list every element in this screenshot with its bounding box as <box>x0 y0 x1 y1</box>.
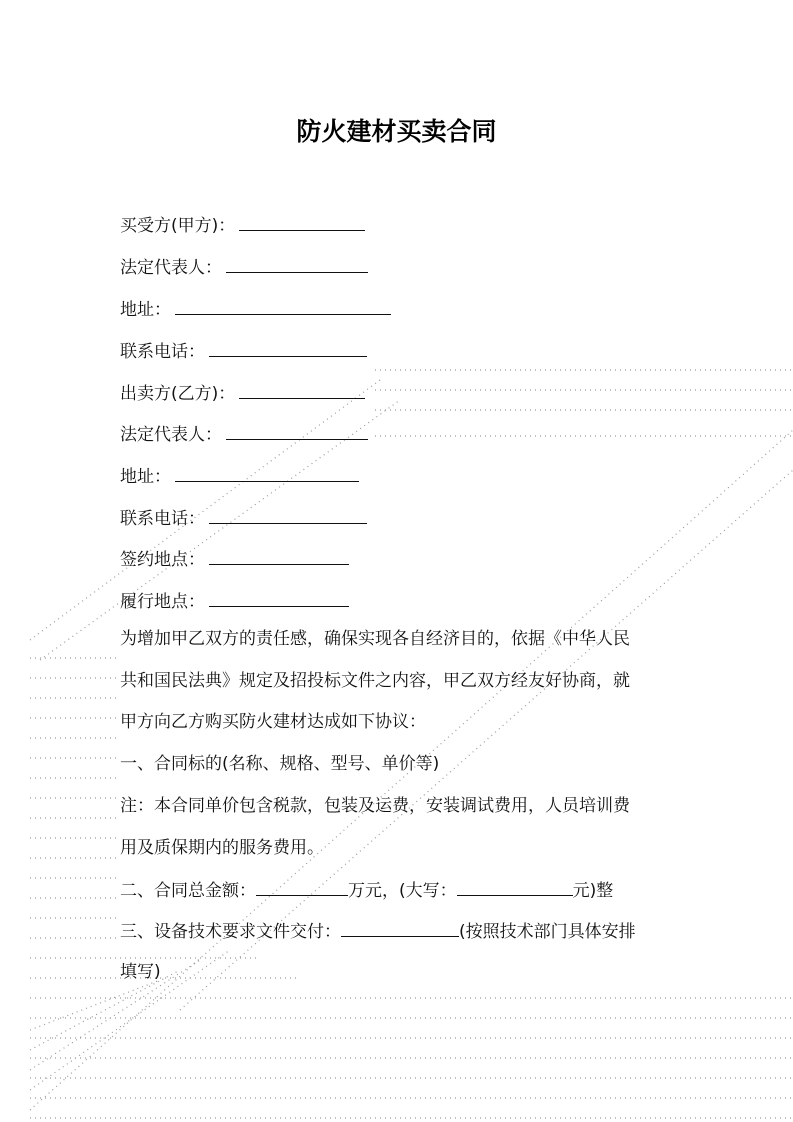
clause-1: 一、合同标的(名称、规格、型号、单价等) <box>120 754 440 774</box>
buyer-line <box>120 212 365 238</box>
clause-2-prefix: 二、合同总金额： <box>120 881 256 901</box>
clause-3 <box>120 918 636 944</box>
buyer-label: 买受方(甲方)： <box>120 216 236 236</box>
buyer-rep-blank[interactable] <box>226 254 368 273</box>
buyer-address-label: 地址： <box>120 300 171 320</box>
clause-2-unit: 万元，(大写： <box>348 881 457 901</box>
buyer-address-line <box>120 296 391 322</box>
buyer-blank[interactable] <box>239 212 365 231</box>
tech-doc-blank[interactable] <box>341 918 459 937</box>
seller-blank[interactable] <box>239 380 365 399</box>
clause-3-prefix: 三、设备技术要求文件交付： <box>120 922 341 942</box>
sign-place-blank[interactable] <box>209 546 349 565</box>
document-title: 防火建材买卖合同 <box>296 117 497 146</box>
clause-2 <box>120 877 613 903</box>
note-line-2: 用及质保期内的服务费用。 <box>120 838 324 858</box>
buyer-phone-blank[interactable] <box>209 338 367 357</box>
clause-3-line-2: 填写) <box>120 962 161 982</box>
perform-place-line <box>120 588 349 614</box>
intro-line-1: 为增加甲乙双方的责任感，确保实现各自经济目的，依据《中华人民 <box>120 629 630 649</box>
sign-place-label: 签约地点： <box>120 550 205 570</box>
seller-label: 出卖方(乙方)： <box>120 384 236 404</box>
seller-phone-blank[interactable] <box>209 505 367 524</box>
intro-line-3: 甲方向乙方购买防火建材达成如下协议： <box>120 712 426 732</box>
seller-address-blank[interactable] <box>175 463 359 482</box>
buyer-phone-label: 联系电话： <box>120 342 205 362</box>
buyer-address-blank[interactable] <box>175 296 391 315</box>
perform-place-blank[interactable] <box>209 588 349 607</box>
seller-line <box>120 380 365 406</box>
buyer-rep-line <box>120 254 368 280</box>
seller-rep-label: 法定代表人： <box>120 425 222 445</box>
note-line-1: 注：本合同单价包含税款，包装及运费，安装调试费用，人员培训费 <box>120 796 630 816</box>
seller-phone-label: 联系电话： <box>120 509 205 529</box>
seller-rep-blank[interactable] <box>226 421 368 440</box>
clause-3-suffix: (按照技术部门具体安排 <box>459 922 636 942</box>
amount-in-words-blank[interactable] <box>457 877 573 896</box>
buyer-phone-line <box>120 338 367 364</box>
clause-2-suffix: 元)整 <box>572 881 614 901</box>
intro-line-2: 共和国民法典》规定及招投标文件之内容，甲乙双方经友好协商，就 <box>120 671 630 691</box>
perform-place-label: 履行地点： <box>120 592 205 612</box>
seller-phone-line <box>120 505 367 531</box>
seller-address-label: 地址： <box>120 467 171 487</box>
sign-place-line <box>120 546 349 572</box>
buyer-rep-label: 法定代表人： <box>120 258 222 278</box>
seller-address-line <box>120 463 359 489</box>
total-amount-blank[interactable] <box>256 877 348 896</box>
seller-rep-line <box>120 421 368 447</box>
